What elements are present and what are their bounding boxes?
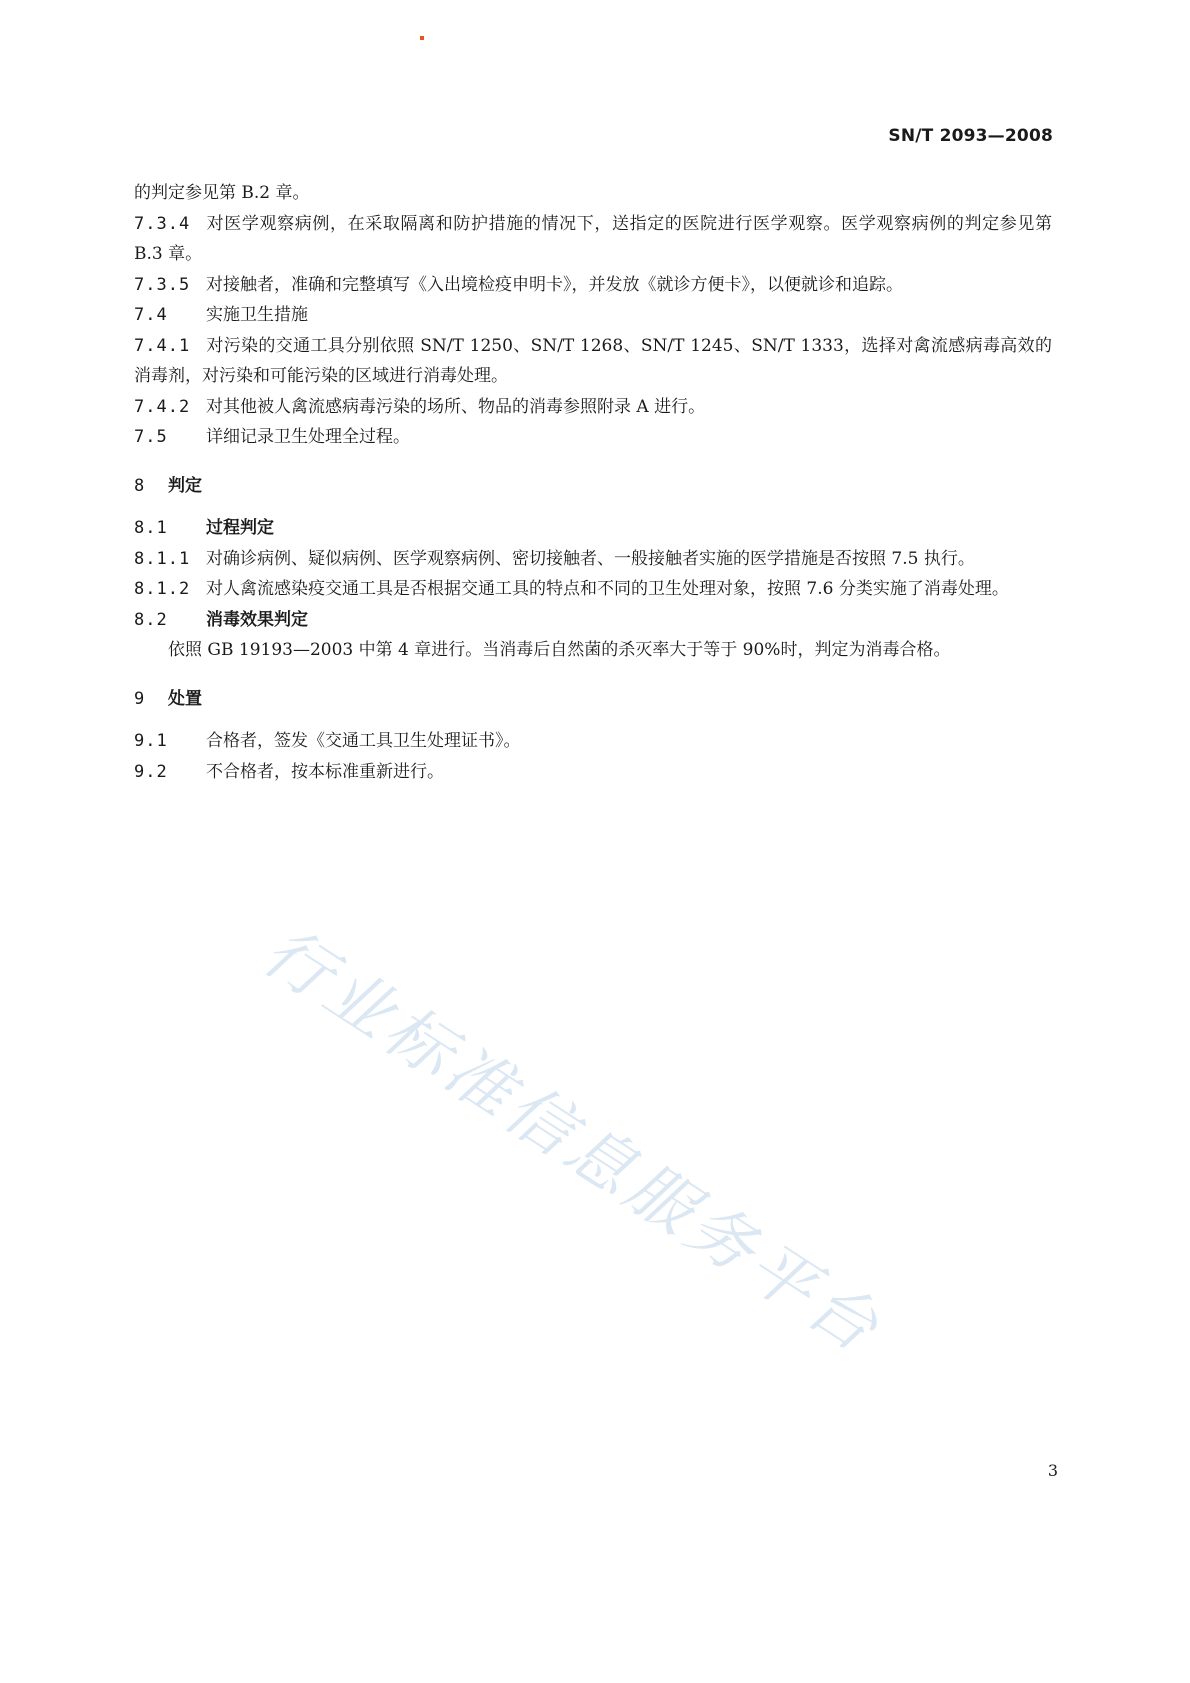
paragraph-continuation	[134, 178, 1052, 209]
clause-number: 8.1	[134, 518, 168, 538]
clause-7-4-2	[134, 392, 1052, 423]
clause-number: 9.2	[134, 761, 168, 782]
clause-number: 8.2	[134, 609, 168, 630]
clause-8-1-2	[134, 574, 1052, 605]
clause-text: 对其他被人禽流感病毒污染的场所、物品的消毒参照附录 A 进行。	[206, 396, 706, 417]
document-body	[134, 178, 1052, 787]
clause-8-2-text	[134, 635, 1052, 666]
clause-7-5	[134, 422, 1052, 453]
clause-text: 对确诊病例、疑似病例、医学观察病例、密切接触者、一般接触者实施的医学措施是否按照 7.5 执行。	[206, 548, 975, 569]
clause-number: 7.3.5	[134, 274, 191, 295]
page-number: 3	[1047, 1461, 1058, 1480]
paragraph-text: 的判定参见第 B.2 章。	[134, 183, 310, 203]
clause-9-2	[134, 757, 1052, 788]
clause-8-2-heading	[134, 605, 1052, 636]
watermark-text: 行业标准信息服务平台	[249, 912, 896, 1370]
clause-9-1	[134, 726, 1052, 757]
section-9-heading	[134, 684, 1052, 715]
section-title: 判定	[168, 475, 202, 496]
clause-number: 9.1	[134, 731, 168, 751]
clause-number: 8.1.2	[134, 579, 191, 599]
section-title: 处置	[168, 688, 202, 709]
standard-number: SN/T 2093—2008	[888, 126, 1053, 146]
clause-text: 对接触者，准确和完整填写《入出境检疫申明卡》，并发放《就诊方便卡》，以便就诊和追踪。	[206, 274, 903, 295]
clause-text: 依照 GB 19193—2003 中第 4 章进行。当消毒后自然菌的杀灭率大于等于 90%时，判定为消毒合格。	[168, 640, 951, 660]
clause-title: 过程判定	[206, 518, 274, 538]
clause-text: 合格者，签发《交通工具卫生处理证书》。	[206, 731, 521, 751]
clause-number: 7.4.1	[134, 335, 191, 356]
orange-mark	[420, 36, 424, 40]
clause-text: 详细记录卫生处理全过程。	[206, 427, 410, 447]
clause-number: 7.3.4	[134, 213, 191, 234]
section-8-heading	[134, 471, 1052, 502]
clause-7-3-5	[134, 270, 1052, 301]
clause-title: 消毒效果判定	[206, 609, 308, 630]
clause-text: 对污染的交通工具分别依照 SN/T 1250、SN/T 1268、SN/T 1245、SN/T 1333，选择对禽流感病毒高效的消毒剂，对污染和可能污染的区域进行消毒处理。	[134, 335, 1052, 386]
clause-number: 8.1.1	[134, 548, 191, 569]
clause-text: 实施卫生措施	[206, 305, 308, 325]
clause-7-3-4	[134, 209, 1052, 270]
clause-text: 不合格者，按本标准重新进行。	[206, 761, 444, 782]
clause-8-1-heading	[134, 513, 1052, 544]
section-number: 9	[134, 688, 145, 709]
clause-number: 7.5	[134, 427, 168, 447]
clause-number: 7.4	[134, 305, 168, 325]
section-number: 8	[134, 475, 145, 496]
clause-number: 7.4.2	[134, 396, 191, 417]
clause-7-4-1	[134, 331, 1052, 392]
clause-8-1-1	[134, 544, 1052, 575]
clause-7-4	[134, 300, 1052, 331]
clause-text: 对人禽流感染疫交通工具是否根据交通工具的特点和不同的卫生处理对象，按照 7.6 分类实施了消毒处理。	[206, 579, 1009, 599]
clause-text: 对医学观察病例，在采取隔离和防护措施的情况下，送指定的医院进行医学观察。医学观察病例的判定参见第 B.3 章。	[134, 213, 1052, 264]
